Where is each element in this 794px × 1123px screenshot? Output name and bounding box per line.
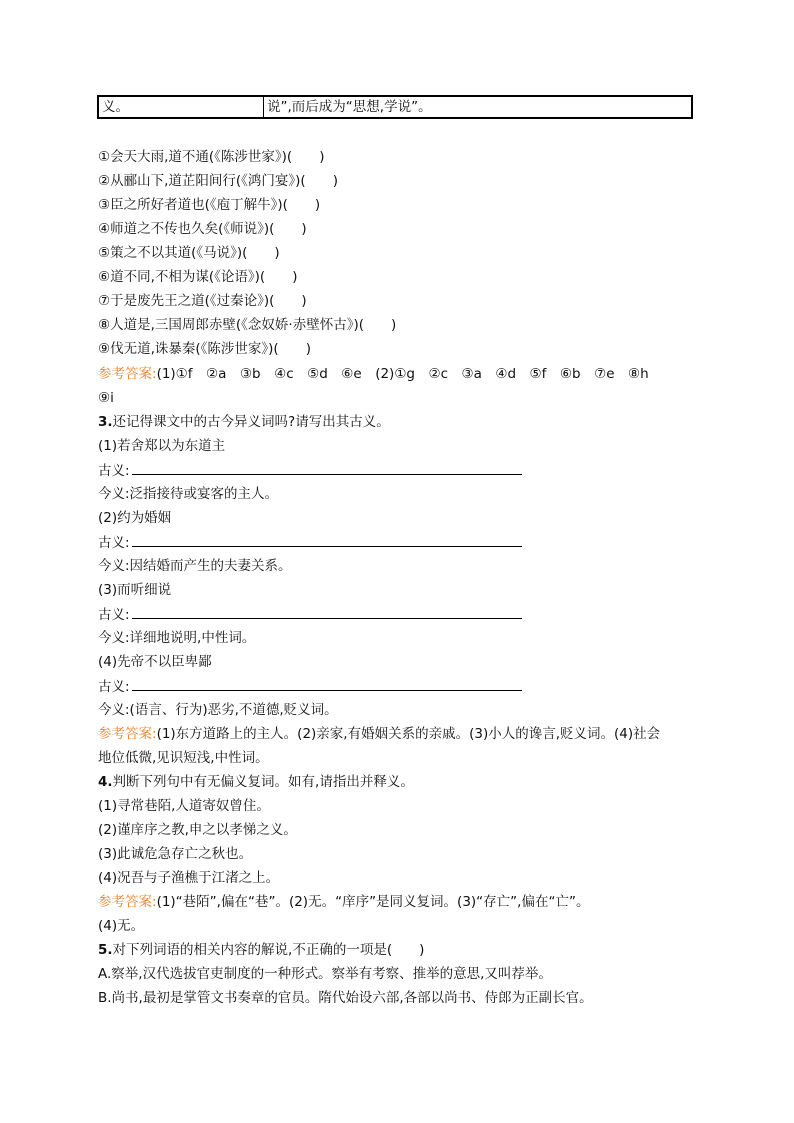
q4-item: (3)此诚危急存亡之秋也。 — [98, 846, 253, 862]
q2-answer — [98, 364, 649, 384]
gu-label: 古义: — [98, 679, 130, 695]
q2-item: ⑧人道是,三国周郎赤壁(《念奴娇·赤壁怀古》)( ) — [98, 317, 397, 333]
continuation-table — [97, 95, 693, 119]
q4-item: (2)谨庠序之教,申之以孝悌之义。 — [98, 822, 297, 838]
q5-option-b: B.尚书,最初是掌管文书奏章的官员。隋代始设六部,各部以尚书、侍郎为正副长官。 — [98, 990, 593, 1006]
q5-title: 对下列词语的相关内容的解说,不正确的一项是( ) — [112, 942, 425, 958]
answer-blank[interactable] — [132, 676, 522, 691]
q2-item: ③臣之所好者道也(《庖丁解牛》)( ) — [98, 197, 321, 213]
q4-title: 判断下列句中有无偏义复词。如有,请指出并释义。 — [112, 774, 414, 790]
answer-label: 参考答案: — [98, 366, 157, 382]
q4-answer-cont: (4)无。 — [98, 918, 145, 934]
q3-jin: 今义:泛指接待或宴客的主人。 — [98, 486, 279, 502]
q2-item: ⑥道不同,不相为谋(《论语》)( ) — [98, 269, 298, 285]
q4-item: (4)况吾与子渔樵于江渚之上。 — [98, 870, 280, 886]
q3-answer-text: (1)东方道路上的主人。(2)亲家,有婚姻关系的亲戚。(3)小人的谗言,贬义词。(4)社会 — [156, 726, 661, 742]
table-row — [98, 96, 692, 118]
q2-item: ②从郦山下,道芷阳间行(《鸿门宴》)( ) — [98, 173, 338, 189]
table-cell-left: 义。 — [98, 96, 264, 118]
q2-item: ⑤策之不以其道(《马说》)( ) — [98, 245, 280, 261]
q3-jin: 今义:(语言、行为)恶劣,不道德,贬义词。 — [98, 702, 338, 718]
q3-phrase: (4)先帝不以臣卑鄙 — [98, 654, 212, 670]
q3-heading — [98, 412, 390, 432]
q3-phrase: (3)而听细说 — [98, 582, 172, 598]
gu-label: 古义: — [98, 607, 130, 623]
q3-gu-line — [98, 460, 522, 481]
q2-item: ⑦于是废先王之道(《过秦论》)( ) — [98, 293, 307, 309]
q3-title: 还记得课文中的古今异义词吗?请写出其古义。 — [112, 414, 390, 430]
q2-item: ④师道之不传也久矣(《师说》)( ) — [98, 221, 307, 237]
q3-phrase: (1)若舍郑以为东道主 — [98, 438, 226, 454]
q3-jin: 今义:详细地说明,中性词。 — [98, 630, 256, 646]
q5-option-a: A.察举,汉代选拔官吏制度的一种形式。察举有考察、推举的意思,又叫荐举。 — [98, 966, 552, 982]
q4-answer — [98, 892, 589, 912]
answer-label: 参考答案: — [98, 726, 157, 742]
q2-item: ⑨伐无道,诛暴秦(《陈涉世家》)( ) — [98, 341, 311, 357]
q4-number: 4. — [98, 774, 113, 790]
q5-number: 5. — [98, 942, 113, 958]
q3-gu-line — [98, 676, 522, 697]
answer-blank[interactable] — [132, 460, 522, 475]
q5-heading — [98, 940, 424, 960]
q3-phrase: (2)约为婚姻 — [98, 510, 172, 526]
q2-item: ①会天大雨,道不通(《陈涉世家》)( ) — [98, 149, 325, 165]
q4-answer-text: (1)“巷陌”,偏在“巷”。(2)无。“庠序”是同义复词。(3)“存亡”,偏在“亡”。 — [156, 894, 590, 910]
q3-answer-cont: 地位低微,见识短浅,中性词。 — [98, 750, 269, 766]
table-cell-right: 说”,而后成为“思想,学说”。 — [264, 96, 693, 118]
q4-item: (1)寻常巷陌,人道寄奴曾住。 — [98, 798, 270, 814]
q3-jin: 今义:因结婚而产生的夫妻关系。 — [98, 558, 292, 574]
answer-blank[interactable] — [132, 532, 522, 547]
q2-answer-cont: ⑨i — [98, 390, 114, 406]
answer-label: 参考答案: — [98, 894, 157, 910]
answer-blank[interactable] — [132, 604, 522, 619]
q2-answer-text: (1)①f ②a ③b ④c ⑤d ⑥e (2)①g ②c ③a ④d ⑤f ⑥b ⑦e ⑧h — [156, 366, 649, 382]
gu-label: 古义: — [98, 463, 130, 479]
q3-gu-line — [98, 532, 522, 553]
q3-number: 3. — [98, 414, 113, 430]
gu-label: 古义: — [98, 535, 130, 551]
q3-gu-line — [98, 604, 522, 625]
q4-heading — [98, 772, 414, 792]
q3-answer — [98, 724, 660, 744]
